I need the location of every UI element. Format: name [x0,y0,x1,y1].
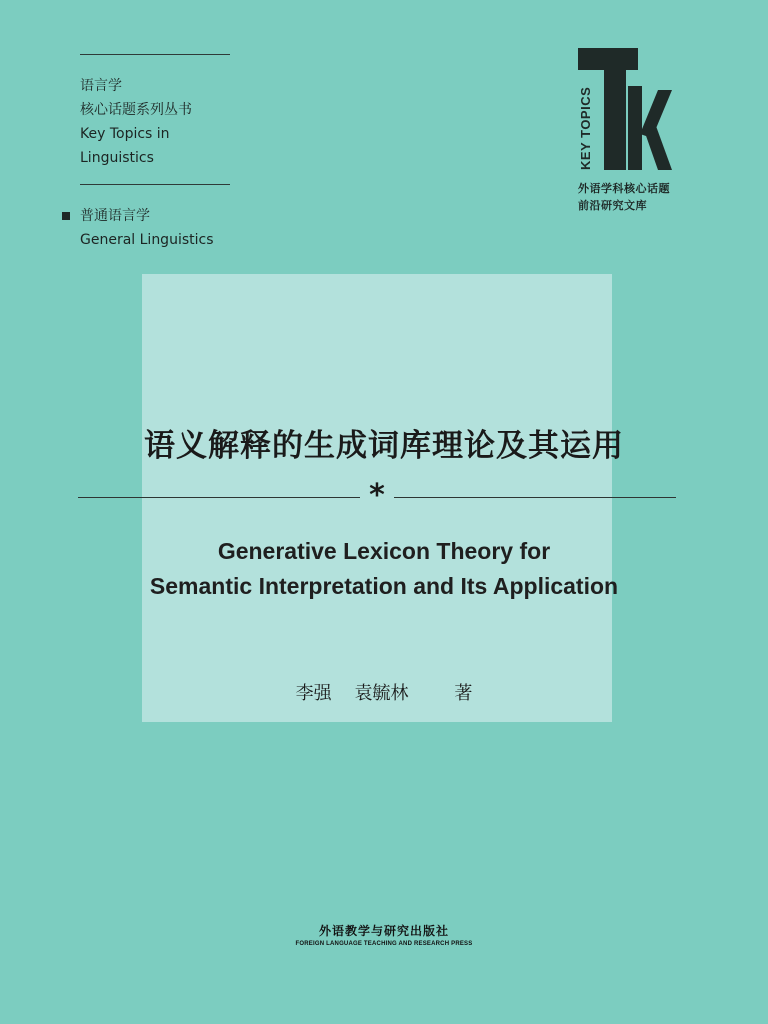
book-title-en-line-1: Generative Lexicon Theory for [217,538,551,564]
category-info [62,204,214,252]
category-bullet-icon [62,212,70,220]
series-line-en-2: Linguistics [80,150,154,166]
divider-left-line [78,497,360,498]
series-info [80,74,192,170]
series-line-zh-2: 核心话题系列丛书 [80,102,192,118]
category-en: General Linguistics [80,232,214,248]
series-line-en-1: Key Topics in [80,126,170,142]
series-line-zh-1: 语言学 [80,78,122,94]
book-title-en-line-2: Semantic Interpretation and Its Application [149,573,619,599]
book-title-zh: 语义解释的生成词库理论及其运用 [144,428,624,464]
logo-caption-line-1: 外语学科核心话题 [578,182,670,195]
logo-caption [578,180,670,214]
series-bottom-rule [80,184,230,185]
publisher-name-zh: 外语教学与研究出版社 [318,924,449,938]
category-zh: 普通语言学 [80,208,150,224]
book-authors: 李强 袁毓林 著 [295,683,473,704]
publisher [0,922,768,947]
publisher-name-en: FOREIGN LANGUAGE TEACHING AND RESEARCH PRESS [295,941,473,947]
logo-vertical-text: KEY TOPICS [578,86,593,170]
divider-asterisk: * [369,478,385,513]
key-topics-logo [574,48,674,178]
logo-caption-line-2: 前沿研究文库 [578,199,647,212]
series-top-rule [80,54,230,55]
divider-right-line [394,497,676,498]
book-title-en [0,534,768,604]
